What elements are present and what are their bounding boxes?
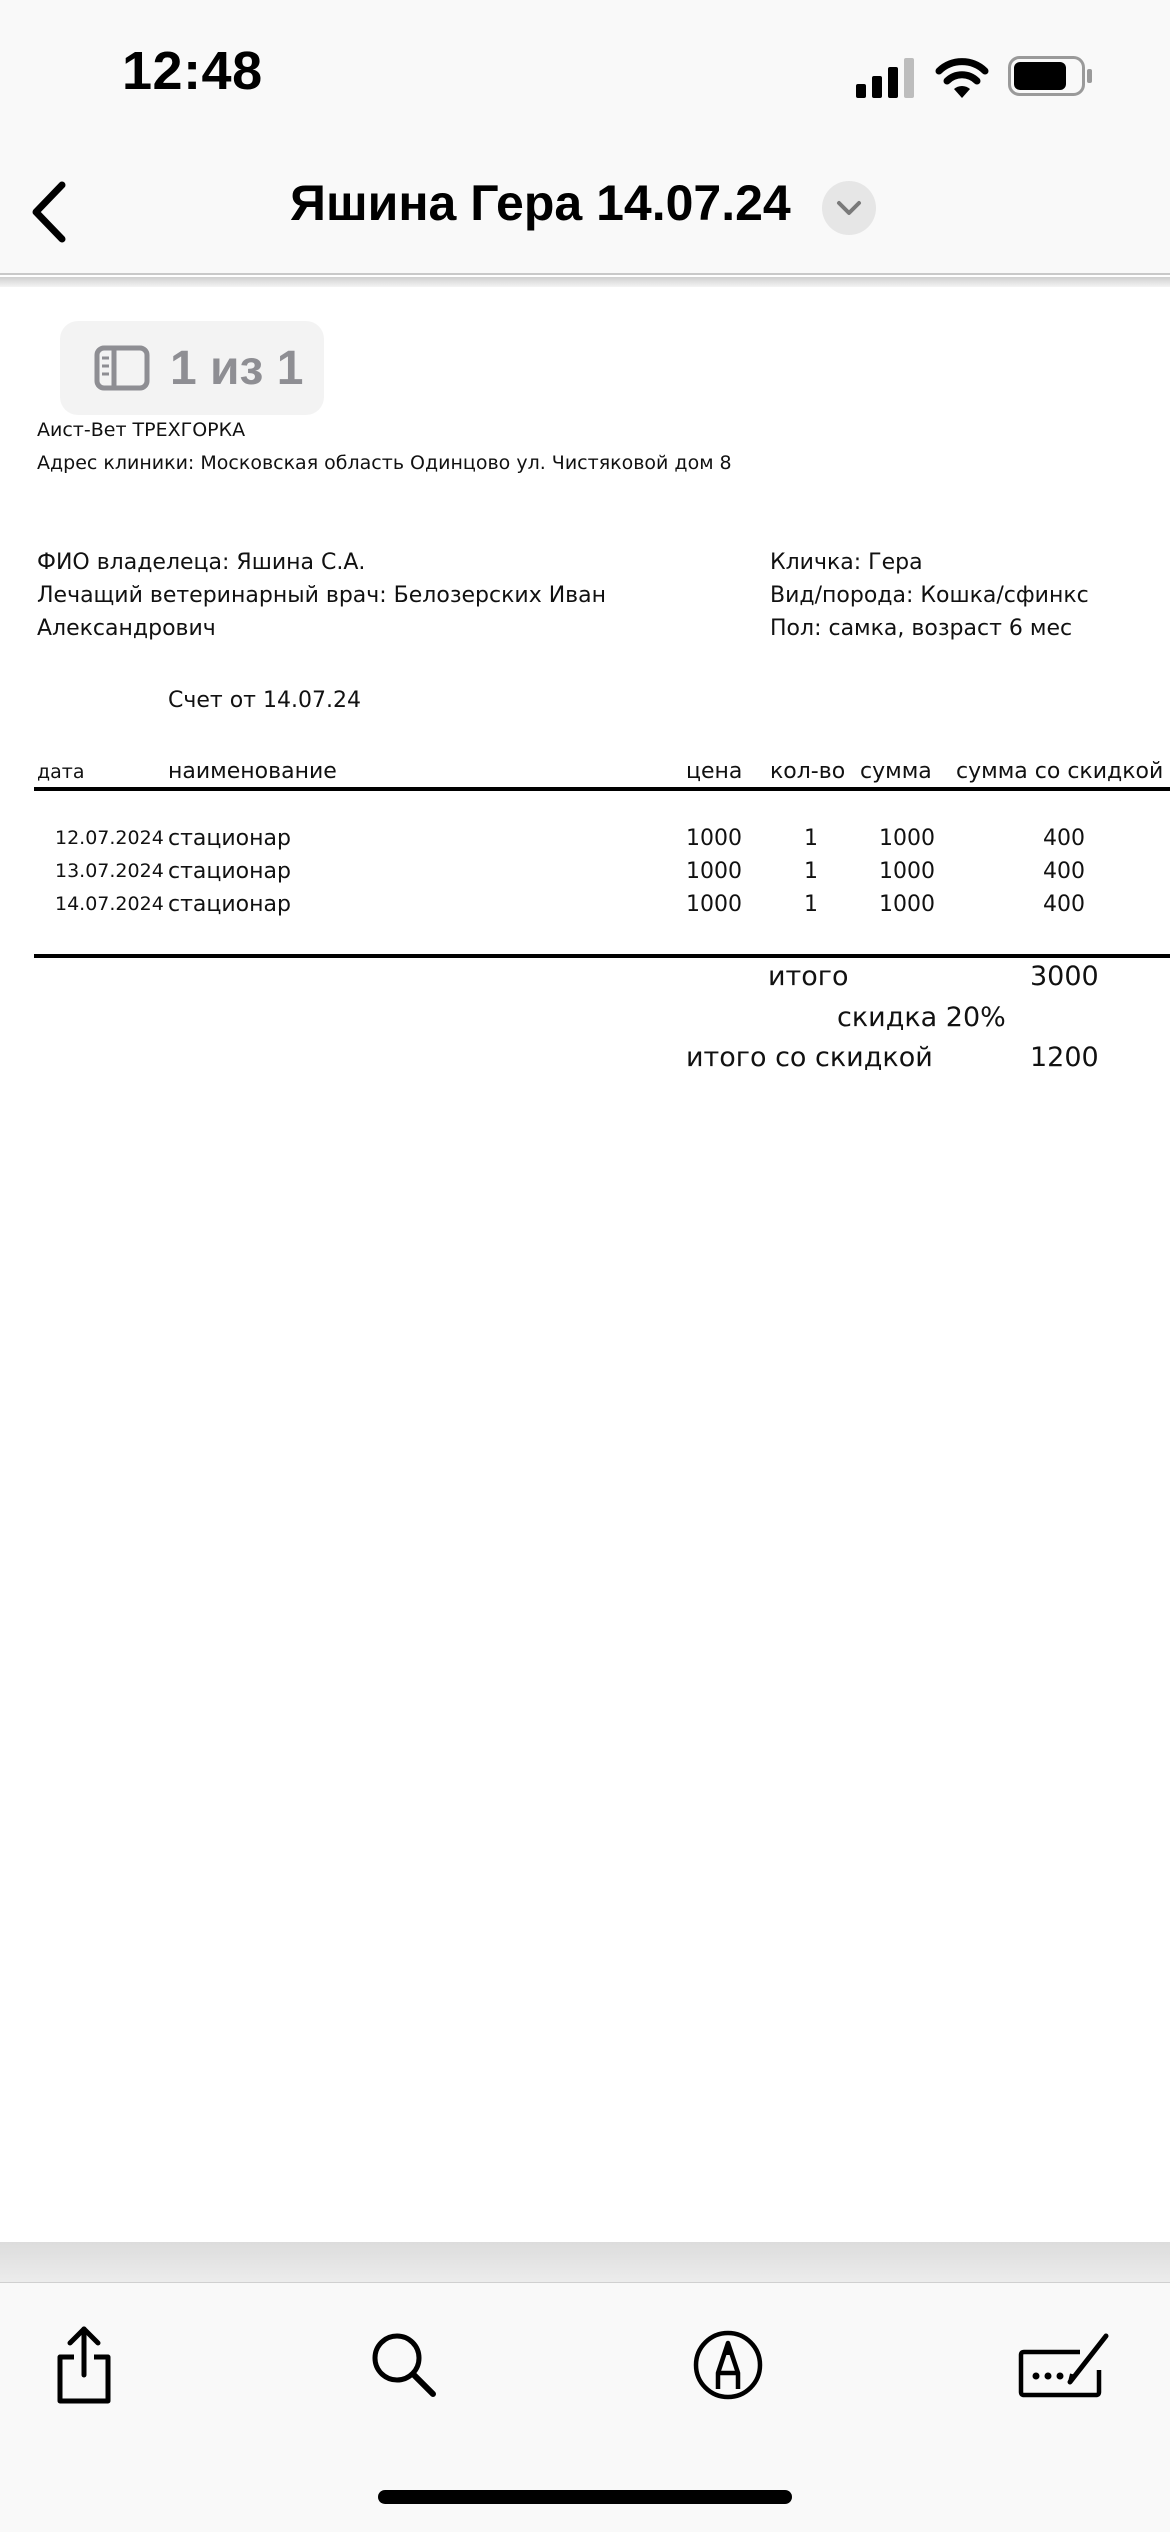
clinic-address: Адрес клиники: Московская область Одинцово ул. Чистяковой дом 8 [37,452,732,474]
row-qty: 1 [804,892,818,917]
navigation-bar [0,150,1170,275]
row-qty: 1 [804,826,818,851]
row-sum-discount: 400 [1043,826,1085,851]
row-name: стационар [168,859,291,884]
clinic-name: Аист-Вет ТРЕХГОРКА [37,419,246,441]
search-icon [369,2330,439,2400]
total-value: 3000 [1030,961,1099,992]
battery-icon [1008,56,1094,96]
row-sum: 1000 [879,892,935,917]
table-footer-rule [34,954,1170,958]
toolbar-separator [0,2242,1170,2282]
row-date: 12.07.2024 [55,827,164,849]
row-sum: 1000 [879,859,935,884]
back-button[interactable] [16,172,80,252]
row-price: 1000 [686,892,742,917]
pet-name: Кличка: Гера [770,550,923,575]
markup-button[interactable] [688,2325,768,2405]
search-button[interactable] [364,2325,444,2405]
row-sum-discount: 400 [1043,892,1085,917]
markup-icon [692,2329,764,2401]
doctor-line-1: Лечащий ветеринарный врач: Белозерских Иван [37,583,607,608]
row-price: 1000 [686,859,742,884]
total-label: итого [768,961,849,992]
col-header-qty: кол-во [770,759,846,784]
discount-label: скидка 20% [837,1002,1006,1033]
document-page [0,287,1170,2242]
row-price: 1000 [686,826,742,851]
wifi-icon [934,54,990,100]
row-sum: 1000 [879,826,935,851]
share-button[interactable] [44,2325,124,2405]
status-bar [0,0,1170,150]
owner-name: ФИО владелеца: Яшина С.А. [37,550,366,575]
col-header-date: дата [37,761,85,783]
row-name: стационар [168,826,291,851]
document-title[interactable]: Яшина Гера 14.07.24 [290,175,791,231]
chevron-down-icon [836,200,862,216]
page-indicator[interactable] [60,321,324,415]
invoice-title: Счет от 14.07.24 [168,688,361,713]
row-name: стационар [168,892,291,917]
doctor-line-2: Александрович [37,616,216,641]
share-icon [52,2325,116,2405]
table-header-rule [34,787,1170,791]
page-indicator-label: 1 из 1 [170,341,304,395]
pet-sex-age: Пол: самка, возраст 6 мес [770,616,1073,641]
cellular-signal-icon [856,58,916,98]
signature-button[interactable] [1016,2325,1116,2405]
status-time: 12:48 [122,41,263,101]
col-header-price: цена [686,759,743,784]
title-menu-button[interactable] [822,181,876,235]
home-indicator[interactable] [378,2490,792,2504]
col-header-sum-discount: сумма со скидкой [956,759,1164,784]
nav-separator [0,277,1170,287]
pet-breed: Вид/порода: Кошка/сфинкс [770,583,1089,608]
row-qty: 1 [804,859,818,884]
sidebar-icon [94,345,150,391]
total-discount-value: 1200 [1030,1042,1099,1073]
row-sum-discount: 400 [1043,859,1085,884]
total-discount-label: итого со скидкой [686,1042,933,1073]
row-date: 13.07.2024 [55,860,164,882]
col-header-sum: сумма [860,759,932,784]
chevron-left-icon [28,181,68,243]
signature-icon [1018,2330,1114,2400]
col-header-name: наименование [168,759,337,784]
row-date: 14.07.2024 [55,893,164,915]
